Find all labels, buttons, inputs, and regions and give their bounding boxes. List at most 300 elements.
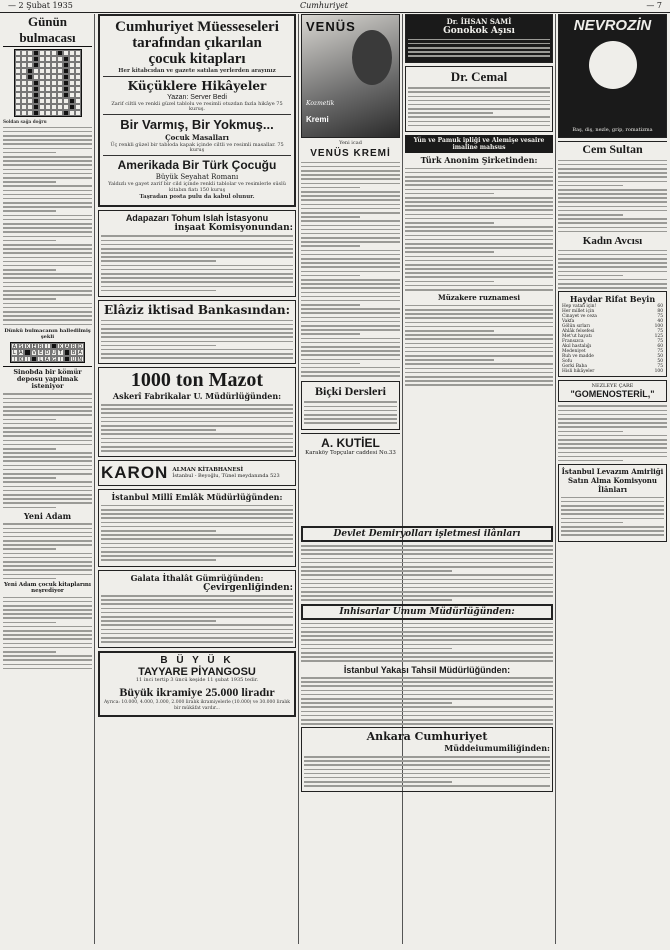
pamuk-banner bbox=[405, 135, 553, 153]
medicine-box-icon bbox=[589, 41, 637, 89]
price-cell: 75 bbox=[657, 349, 663, 355]
text-line bbox=[301, 545, 553, 547]
nevrozin-tag: Baş, diş, nezle, grip, romatizma bbox=[572, 127, 653, 133]
text-line bbox=[101, 269, 293, 271]
text-line bbox=[301, 566, 553, 568]
book-title-cell: Hep vatan için! bbox=[562, 304, 597, 310]
text-line bbox=[3, 647, 92, 649]
text-line bbox=[561, 509, 664, 511]
text-line bbox=[301, 599, 452, 601]
demiryol-body bbox=[301, 545, 553, 601]
text-line bbox=[101, 641, 293, 643]
text-line bbox=[3, 597, 92, 599]
text-line bbox=[408, 121, 550, 123]
karon-address: İstanbul - Beyoğlu, Tünel meydanında 523 bbox=[172, 473, 280, 480]
text-line bbox=[3, 419, 56, 421]
text-line bbox=[408, 104, 550, 106]
mazot-body bbox=[101, 404, 293, 452]
text-line bbox=[101, 534, 293, 536]
text-line bbox=[101, 526, 293, 528]
text-line bbox=[405, 235, 553, 237]
text-line bbox=[3, 630, 92, 632]
text-line bbox=[3, 494, 92, 496]
text-line bbox=[558, 414, 667, 416]
text-line bbox=[101, 320, 293, 322]
text-line bbox=[3, 273, 92, 275]
text-line bbox=[558, 181, 667, 183]
text-line bbox=[3, 127, 92, 129]
text-line bbox=[3, 410, 92, 412]
text-line bbox=[3, 423, 92, 425]
text-line bbox=[101, 248, 293, 250]
demiryol-title: Devlet Demiryolları işletmesi ilânları bbox=[333, 529, 521, 539]
galata-title: Galata İthalât Gümrüğünden: bbox=[130, 572, 264, 583]
price-cell: 75 bbox=[657, 329, 663, 335]
solution-cell: D bbox=[45, 350, 50, 357]
yeni-adam-books-title: Yeni Adam çocuk kitaplarını neşrediyor bbox=[3, 581, 92, 594]
text-line bbox=[408, 51, 550, 53]
text-line bbox=[301, 342, 400, 344]
demiryol-banner bbox=[301, 526, 553, 542]
yeni-adam-title: Yeni Adam bbox=[23, 510, 72, 521]
text-line bbox=[301, 292, 400, 294]
text-line bbox=[558, 418, 667, 420]
text-line bbox=[405, 251, 494, 253]
emlak-body bbox=[101, 505, 293, 561]
crossword-grid bbox=[14, 49, 82, 117]
elaziz-notice bbox=[98, 300, 296, 364]
text-line bbox=[405, 313, 553, 315]
text-line bbox=[301, 245, 360, 247]
doctor1-name: Dr. İHSAN SAMİ bbox=[446, 17, 512, 26]
solution-cell: E bbox=[32, 343, 36, 350]
karon-side: ALMAN KİTABHANESİ bbox=[172, 467, 244, 474]
text-line bbox=[558, 218, 667, 220]
gomen-tag: NEZLEYE ÇARE bbox=[591, 383, 634, 390]
column-rule bbox=[555, 14, 556, 944]
text-line bbox=[408, 116, 550, 118]
text-line bbox=[304, 414, 397, 416]
text-line bbox=[101, 522, 293, 524]
crossword-cell bbox=[75, 110, 81, 116]
text-line bbox=[101, 612, 293, 614]
text-line bbox=[301, 191, 400, 193]
text-line bbox=[3, 613, 92, 615]
article-body bbox=[3, 393, 92, 508]
solution-cell: B bbox=[71, 350, 76, 357]
piyango-ad bbox=[98, 651, 296, 716]
children-books-ad bbox=[98, 14, 296, 207]
text-line bbox=[405, 363, 553, 365]
text-line bbox=[101, 543, 293, 545]
text-line bbox=[3, 507, 56, 509]
text-line bbox=[405, 372, 553, 374]
text-line bbox=[3, 540, 92, 542]
text-line bbox=[405, 205, 553, 207]
price-cell: 60 bbox=[657, 344, 663, 350]
text-line bbox=[301, 187, 360, 189]
text-line bbox=[408, 108, 550, 110]
text-line bbox=[3, 139, 92, 141]
text-line bbox=[3, 190, 92, 192]
solution-cell: I bbox=[57, 356, 64, 363]
text-line bbox=[301, 553, 553, 555]
text-line bbox=[3, 548, 56, 550]
text-line bbox=[3, 215, 92, 217]
levazim-title: İstanbul Levazım Amirliği Satın Alma Komisyonu İlânları bbox=[561, 467, 664, 495]
text-line bbox=[3, 131, 92, 133]
text-line bbox=[101, 260, 216, 262]
text-line bbox=[101, 438, 293, 440]
text-line bbox=[3, 402, 92, 404]
text-line bbox=[301, 178, 400, 180]
bicki-body bbox=[304, 401, 397, 424]
text-line bbox=[301, 317, 400, 319]
header-page-number: — 7 bbox=[646, 1, 662, 10]
text-line bbox=[3, 414, 92, 416]
text-line bbox=[408, 91, 550, 93]
text-line bbox=[101, 281, 293, 283]
text-line bbox=[405, 309, 553, 311]
text-line bbox=[101, 256, 293, 258]
text-line bbox=[408, 96, 550, 98]
text-line bbox=[405, 305, 553, 307]
text-line bbox=[405, 351, 553, 353]
text-line bbox=[301, 656, 553, 658]
text-line bbox=[301, 574, 553, 576]
text-line bbox=[101, 509, 293, 511]
text-line bbox=[101, 235, 293, 237]
text-line bbox=[405, 176, 553, 178]
book1-title: Küçüklere Hikâyeler bbox=[103, 76, 291, 93]
yakasi-title: İstanbul Yakası Tahsil Müdürlüğünden: bbox=[343, 664, 511, 675]
book3-title: Amerikada Bir Türk Çocuğu bbox=[103, 155, 291, 172]
text-line bbox=[3, 303, 92, 305]
text-line bbox=[558, 164, 667, 166]
venus-product: Kremi bbox=[306, 115, 329, 124]
text-line bbox=[558, 431, 623, 433]
text-line bbox=[101, 357, 293, 359]
text-line bbox=[301, 631, 553, 633]
text-line bbox=[301, 208, 400, 210]
text-line bbox=[558, 443, 667, 445]
text-line bbox=[301, 367, 400, 369]
text-line bbox=[3, 219, 92, 221]
text-line bbox=[301, 266, 400, 268]
text-line bbox=[3, 574, 92, 576]
haydar-ad bbox=[558, 291, 667, 377]
muzakere-title: Müzakere ruznamesi bbox=[437, 293, 521, 303]
text-line bbox=[3, 282, 92, 284]
text-line bbox=[301, 591, 553, 593]
text-line bbox=[3, 319, 92, 321]
text-line bbox=[558, 254, 667, 256]
text-line bbox=[101, 265, 293, 267]
text-line bbox=[101, 595, 293, 597]
text-line bbox=[405, 197, 553, 199]
text-line bbox=[558, 193, 667, 195]
text-line bbox=[101, 446, 293, 448]
text-line bbox=[405, 281, 494, 283]
text-line bbox=[3, 269, 56, 271]
text-line bbox=[405, 276, 553, 278]
solution-cell: U bbox=[71, 356, 76, 363]
solution-cell: A bbox=[78, 350, 82, 357]
text-line bbox=[301, 690, 553, 692]
book3-note: Taşradan posta pulu da kabul olunur. bbox=[139, 193, 255, 200]
text-line bbox=[101, 616, 293, 618]
text-line bbox=[301, 304, 360, 306]
text-line bbox=[101, 349, 293, 351]
text-line bbox=[301, 719, 553, 721]
text-line bbox=[301, 644, 553, 646]
solution-cell: V bbox=[32, 350, 36, 357]
column-official-notices bbox=[301, 526, 553, 946]
text-line bbox=[301, 558, 553, 560]
venus-brand: VENÜS bbox=[306, 19, 356, 34]
text-line bbox=[3, 473, 92, 475]
text-line bbox=[3, 324, 92, 326]
price-cell: 80 bbox=[657, 309, 663, 315]
text-line bbox=[301, 681, 553, 683]
solution-cell: U bbox=[52, 350, 56, 357]
text-line bbox=[101, 551, 293, 553]
text-line bbox=[301, 195, 400, 197]
text-line bbox=[3, 664, 92, 666]
text-line bbox=[3, 210, 56, 212]
galata-notice bbox=[98, 570, 296, 649]
text-line bbox=[301, 587, 553, 589]
crossword-clues bbox=[3, 127, 92, 325]
text-line bbox=[301, 346, 400, 348]
text-line bbox=[3, 311, 92, 313]
text-line bbox=[3, 536, 92, 538]
book2-desc: Üç renkli güzel bir tabloda kapak içinde ciltli ve resimli masallar. 75 kuruş bbox=[110, 142, 284, 154]
book1-desc: Zarif ciltli ve renkli güzel tablolu ve resimli otuzdan fazla hikâye 75 kuruş. bbox=[111, 101, 283, 113]
text-line bbox=[301, 562, 553, 564]
text-line bbox=[101, 442, 293, 444]
text-line bbox=[101, 353, 293, 355]
price-cell: 50 bbox=[657, 354, 663, 360]
gonokok-body bbox=[408, 39, 550, 57]
text-line bbox=[301, 287, 400, 289]
text-line bbox=[558, 172, 667, 174]
gomen-title: "GOMENOSTERİL," bbox=[570, 389, 655, 400]
column-rule bbox=[94, 14, 95, 944]
solution-cell: S bbox=[19, 343, 23, 350]
venus-title: VENÜS KREMİ bbox=[310, 148, 391, 160]
text-line bbox=[558, 271, 667, 273]
elaziz-title: Elâziz iktisad Bankasından: bbox=[103, 302, 290, 317]
doctor1-title: Gonokok Aşısı bbox=[443, 26, 515, 36]
banner-line-3: çocuk kitapları bbox=[148, 51, 246, 67]
text-line bbox=[405, 218, 553, 220]
text-line bbox=[101, 624, 293, 626]
solution-grid bbox=[10, 342, 85, 364]
text-line bbox=[3, 651, 56, 653]
text-line bbox=[558, 279, 667, 281]
pamuk-subtitle: Türk Anonim Şirketinden: bbox=[420, 155, 538, 165]
text-line bbox=[101, 530, 216, 532]
text-line bbox=[408, 39, 550, 41]
text-line bbox=[405, 193, 494, 195]
text-line bbox=[3, 143, 92, 145]
book3-desc: Yaldızlı ve gayet zarif bir cild içinde renkli tablolar ve resimlerle süslü kitabın fiatı 150 kuruş bbox=[108, 181, 286, 193]
text-line bbox=[405, 230, 553, 232]
price-cell: 75 bbox=[657, 364, 663, 370]
text-line bbox=[101, 412, 293, 414]
kutiel-address: Karaköy Topçular caddesi No.33 bbox=[305, 449, 396, 456]
text-line bbox=[301, 354, 400, 356]
text-line bbox=[558, 210, 667, 212]
solution-cell: A bbox=[12, 343, 16, 350]
cem-title: Cem Sultan bbox=[558, 141, 667, 157]
text-line bbox=[3, 277, 92, 279]
text-line bbox=[3, 553, 92, 555]
solution-cell: T bbox=[58, 350, 62, 357]
text-line bbox=[558, 201, 667, 203]
text-line bbox=[558, 426, 667, 428]
text-line bbox=[3, 601, 92, 603]
solution-cell bbox=[64, 349, 71, 356]
column-medical bbox=[405, 14, 553, 522]
text-line bbox=[405, 201, 553, 203]
text-line bbox=[101, 277, 293, 279]
price-cell: 60 bbox=[657, 304, 663, 310]
text-line bbox=[3, 298, 56, 300]
header-masthead: Cumhuriyet bbox=[300, 1, 349, 10]
text-line bbox=[101, 421, 293, 423]
text-line bbox=[561, 501, 664, 503]
text-line bbox=[558, 227, 667, 229]
text-line bbox=[301, 241, 400, 243]
text-line bbox=[405, 330, 494, 332]
header-date: — 2 Şubat 1935 bbox=[8, 1, 73, 10]
price-cell: 75 bbox=[657, 314, 663, 320]
text-line bbox=[304, 418, 397, 420]
text-line bbox=[101, 637, 293, 639]
text-line bbox=[3, 290, 92, 292]
text-line bbox=[301, 250, 400, 252]
text-line bbox=[405, 247, 553, 249]
text-line bbox=[304, 756, 550, 758]
banner-line-1: Cumhuriyet Müesseseleri bbox=[115, 19, 279, 35]
text-line bbox=[3, 156, 92, 158]
text-line bbox=[3, 452, 92, 454]
text-line bbox=[561, 534, 664, 536]
text-line bbox=[101, 244, 293, 246]
text-line bbox=[101, 417, 293, 419]
column-advertisements bbox=[98, 14, 296, 946]
text-line bbox=[3, 252, 92, 254]
text-line bbox=[405, 172, 553, 174]
text-line bbox=[304, 773, 550, 775]
text-line bbox=[301, 237, 400, 239]
text-line bbox=[405, 260, 553, 262]
solution-cell: G bbox=[51, 356, 56, 363]
banner-subtitle: Her kitabcıdan ve gazete satılan yerlerden arayınız bbox=[118, 68, 276, 74]
solution-cell: E bbox=[39, 350, 43, 357]
text-line bbox=[3, 460, 92, 462]
text-line bbox=[408, 55, 550, 57]
solution-cell: A bbox=[65, 343, 69, 350]
solution-cell bbox=[64, 356, 71, 363]
text-line bbox=[3, 609, 92, 611]
text-line bbox=[3, 465, 92, 467]
text-line bbox=[405, 326, 553, 328]
text-line bbox=[3, 206, 92, 208]
text-line bbox=[304, 764, 550, 766]
inhisar-banner bbox=[301, 604, 553, 620]
text-line bbox=[558, 176, 667, 178]
text-line bbox=[558, 405, 667, 407]
ankara-body bbox=[304, 756, 550, 787]
text-line bbox=[408, 47, 550, 49]
piyango-extra: Ayrıca: 10.000, 4.000, 3.000, 2.000 liralık ikramiyelerle (10.000) ve 30.000 liralık bir mükâfat vardır... bbox=[103, 700, 291, 711]
text-line bbox=[3, 261, 92, 263]
text-line bbox=[101, 599, 293, 601]
text-line bbox=[561, 518, 664, 520]
text-line bbox=[304, 401, 397, 403]
doctor2-name: Dr. Cemal bbox=[450, 68, 508, 84]
text-line bbox=[101, 332, 293, 334]
text-line bbox=[301, 174, 400, 176]
piyango-title: TAYYARE PİYANGOSU bbox=[138, 666, 256, 679]
piyango-big: B Ü Y Ü K bbox=[160, 655, 234, 667]
text-line bbox=[101, 290, 216, 292]
text-line bbox=[3, 477, 56, 479]
text-line bbox=[304, 422, 397, 424]
text-line bbox=[3, 622, 56, 624]
venus-tag: Yeni icad bbox=[339, 140, 362, 146]
text-line bbox=[3, 257, 92, 259]
text-line bbox=[405, 359, 494, 361]
text-line bbox=[301, 275, 360, 277]
text-line bbox=[3, 173, 92, 175]
yeni-adam-body bbox=[3, 523, 92, 579]
text-line bbox=[561, 497, 664, 499]
book3-subtitle: Büyük Seyahat Romanı bbox=[155, 173, 239, 182]
nevrozin-ad bbox=[558, 14, 667, 138]
text-line bbox=[301, 338, 400, 340]
text-line bbox=[301, 579, 553, 581]
text-line bbox=[408, 100, 550, 102]
text-line bbox=[558, 231, 667, 233]
text-line bbox=[301, 204, 400, 206]
text-line bbox=[301, 549, 553, 551]
text-line bbox=[101, 608, 293, 610]
text-line bbox=[301, 199, 400, 201]
solution-cell bbox=[31, 356, 38, 363]
text-line bbox=[301, 300, 400, 302]
text-line bbox=[405, 343, 553, 345]
text-line bbox=[101, 513, 293, 515]
text-line bbox=[101, 273, 293, 275]
book-title-cell: Hisli hikâyeler bbox=[562, 369, 595, 375]
gomen-body bbox=[558, 405, 667, 461]
text-line bbox=[3, 398, 92, 400]
column-nevrozin bbox=[558, 14, 667, 946]
text-line bbox=[301, 627, 553, 629]
mazot-subtitle: Askerî Fabrikalar U. Müdürlüğünden: bbox=[112, 391, 282, 402]
text-line bbox=[405, 239, 553, 241]
price-cell: 100 bbox=[654, 369, 663, 375]
muzakere-body bbox=[405, 305, 553, 386]
book-title-cell: Medeniyet bbox=[562, 349, 586, 355]
text-line bbox=[3, 265, 92, 267]
text-line bbox=[301, 371, 400, 373]
price-cell: 50 bbox=[657, 359, 663, 365]
